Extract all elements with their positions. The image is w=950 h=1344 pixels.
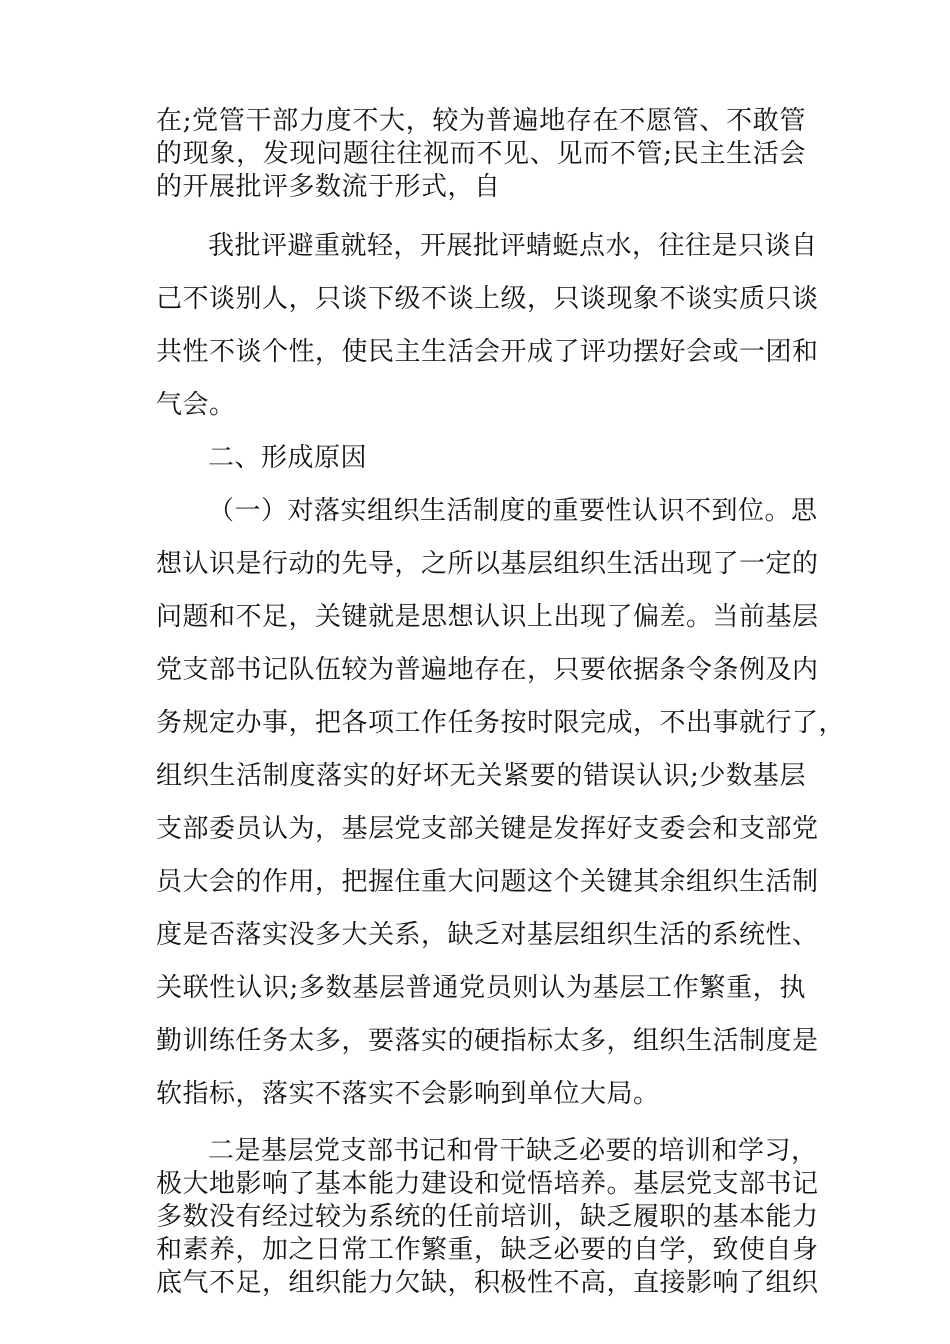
text-line: 和素养，加之日常工作繁重，缺乏必要的自学，致使自身 xyxy=(156,1235,819,1265)
text-line: 共性不谈个性，使民主生活会开成了评功摆好会或一团和 xyxy=(156,337,819,367)
text-line: 软指标，落实不落实不会影响到单位大局。 xyxy=(156,1079,660,1109)
text-line: 己不谈别人，只谈下级不谈上级，只谈现象不谈实质只谈 xyxy=(156,284,819,314)
text-line: 想认识是行动的先导，之所以基层组织生活出现了一定的 xyxy=(156,549,819,579)
paragraph-first-line: 二是基层党支部书记和骨干缺乏必要的培训和学习， xyxy=(208,1136,818,1166)
text-line: 多数没有经过较为系统的任前培训，缺乏履职的基本能力 xyxy=(156,1202,819,1232)
text-line: 度是否落实没多大关系，缺乏对基层组织生活的系统性、 xyxy=(156,920,819,950)
text-line: 问题和不足，关键就是思想认识上出现了偏差。当前基层 xyxy=(156,602,819,632)
text-line: 组织生活制度落实的好坏无关紧要的错误认识;少数基层 xyxy=(156,761,806,791)
text-line: 员大会的作用，把握住重大问题这个关键其余组织生活制 xyxy=(156,867,819,897)
paragraph-first-line: 我批评避重就轻，开展批评蜻蜓点水，往往是只谈自 xyxy=(208,231,818,261)
text-line: 的开展批评多数流于形式，自 xyxy=(156,172,501,202)
text-line: 在;党管干部力度不大，较为普遍地存在不愿管、不敢管 xyxy=(156,106,806,136)
text-line: 支部委员认为，基层党支部关键是发挥好支委会和支部党 xyxy=(156,814,819,844)
text-line: 党支部书记队伍较为普遍地存在，只要依据条令条例及内 xyxy=(156,655,819,685)
text-line: 的现象，发现问题往往视而不见、见而不管;民主生活会 xyxy=(156,139,806,169)
section-heading: 二、形成原因 xyxy=(208,443,368,473)
text-line: 底气不足，组织能力欠缺，积极性不高，直接影响了组织 xyxy=(156,1268,819,1298)
paragraph-first-line: （一）对落实组织生活制度的重要性认识不到位。思 xyxy=(208,496,818,526)
text-line: 极大地影响了基本能力建设和觉悟培养。基层党支部书记 xyxy=(156,1169,819,1199)
text-line: 勤训练任务太多，要落实的硬指标太多，组织生活制度是 xyxy=(156,1026,819,1056)
text-line: 关联性认识;多数基层普通党员则认为基层工作繁重，执 xyxy=(156,973,806,1003)
text-line: 务规定办事，把各项工作任务按时限完成，不出事就行了， xyxy=(156,708,846,738)
text-line: 气会。 xyxy=(156,390,236,420)
